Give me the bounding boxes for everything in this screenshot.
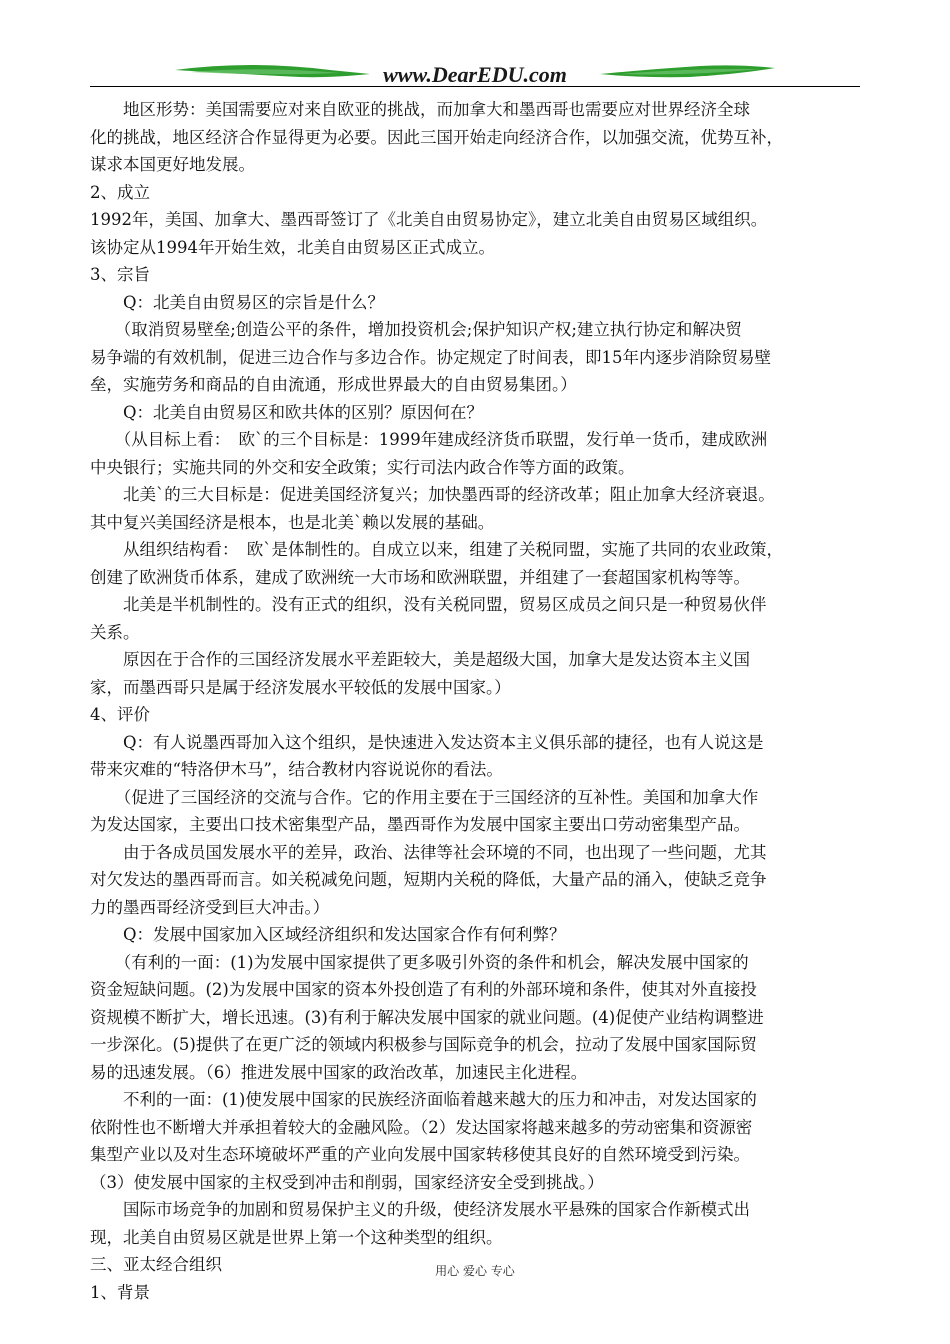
text-line: 原因在于合作的三国经济发展水平差距较大，美是超级大国，加拿大是发达资本主义国 [90,650,750,669]
text-line: 资金短缺问题。(2)为发展中国家的资本外投创造了有利的外部环境和条件，使其对外直接投 [90,980,757,999]
question-line: Q：北美自由贸易区和欧共体的区别？原因何在？ [90,402,484,422]
question-line: Q：发展中国家加入区域经济组织和发达国家合作有何利弊？ [90,925,566,944]
header-banner-logo [0,0,950,100]
text-line: 垒，实施劳务和商品的自由流通，形成世界最大的自由贸易集团。） [90,375,577,394]
section-heading: 3、宗旨 [90,265,150,284]
text-line: 北美`的三大目标是：促进美国经济复兴；加快墨西哥的经济改革；阻止加拿大经济衰退。 [90,485,775,504]
section-heading: 2、成立 [90,182,150,202]
header-divider [90,86,860,87]
text-line: 资规模不断扩大，增长迅速。(3)有利于解决发展中国家的就业问题。(4)促使产业结构调整进 [90,1007,764,1027]
question-line: Q：有人说墨西哥加入这个组织，是快速进入发达资本主义俱乐部的捷径，也有人说这是 [90,732,764,752]
text-line: 北美是半机制性的。没有正式的组织，没有关税同盟，贸易区成员之间只是一种贸易伙伴 [90,595,767,614]
text-line: 不利的一面：(1)使发展中国家的民族经济面临着越来越大的压力和冲击，对发达国家的 [90,1090,757,1109]
text-line: 化的挑战，地区经济合作显得更为必要。因此三国开始走向经济合作，以加强交流，优势互补， [90,127,783,147]
text-line: 关系。 [90,622,140,642]
page-header [0,0,950,100]
text-line: （3）使发展中国家的主权受到冲击和削弱，国家经济安全受到挑战。） [90,1172,604,1192]
document-body [90,96,860,1306]
text-line: 1992年，美国、加拿大、墨西哥签订了《北美自由贸易协定》，建立北美自由贸易区域组织。 [90,210,768,229]
text-line: 易争端的有效机制，促进三边合作与多边合作。协定规定了时间表，即15年内逐步消除贸易壁 [90,347,771,367]
text-line: 国际市场竞争的加剧和贸易保护主义的升级，使经济发展水平悬殊的国家合作新模式出 [90,1200,750,1219]
text-line: 由于各成员国发展水平的差异，政治、法律等社会环境的不同，也出现了一些问题，尤其 [90,842,767,862]
text-line: 一步深化。(5)提供了在更广泛的领域内积极参与国际竞争的机会，拉动了发展中国家国际贸 [90,1035,757,1054]
text-line: 创建了欧洲货币体系，建成了欧洲统一大市场和欧洲联盟，并组建了一套超国家机构等等。 [90,567,750,587]
text-line: （促进了三国经济的交流与合作。它的作用主要在于三国经济的互补性。美国和加拿大作 [90,787,759,807]
text-line: 地区形势：美国需要应对来自欧亚的挑战，而加拿大和墨西哥也需要应对世界经济全球 [90,100,750,119]
text-line: 谋求本国更好地发展。 [90,155,255,174]
text-line: 为发达国家，主要出口技术密集型产品，墨西哥作为发展中国家主要出口劳动密集型产品。 [90,815,750,834]
section-heading: 三、亚太经合组织 [90,1255,222,1274]
text-line: 对欠发达的墨西哥而言。如关税减免问题，短期内关税的降低，大量产品的涌入，使缺乏竞争 [90,870,767,889]
text-line: 依附性也不断增大并承担着较大的金融风险。（2）发达国家将越来越多的劳动密集和资源密 [90,1117,753,1137]
text-line: 家，而墨西哥只是属于经济发展水平较低的发展中国家。） [90,677,511,697]
text-line: 现，北美自由贸易区就是世界上第一个这种类型的组织。 [90,1227,503,1247]
section-heading: 1、背景 [90,1282,150,1302]
text-line: （取消贸易壁垒;创造公平的条件，增加投资机会;保护知识产权;建立执行协定和解决贸 [90,320,742,339]
text-line: 易的迅速发展。（6）推进发展中国家的政治改革，加速民主化进程。 [90,1062,588,1082]
text-line: 带来灾难的“特洛伊木马”，结合教材内容说说你的看法。 [90,760,503,779]
text-line: （有利的一面：(1)为发展中国家提供了更多吸引外资的条件和机会，解决发展中国家的 [90,952,749,972]
text-line: （从目标上看： 欧`的三个目标是：1999年建成经济货币联盟，发行单一货币，建成欧洲 [90,430,768,449]
text-line: 其中复兴美国经济是根本，也是北美`赖以发展的基础。 [90,512,495,532]
text-line: 从组织结构看： 欧`是体制性的。自成立以来，组建了关税同盟，实施了共同的农业政策， [90,540,783,559]
text-line: 集型产业以及对生态环境破坏严重的产业向发展中国家转移使其良好的自然环境受到污染。 [90,1145,750,1164]
text-line: 该协定从1994年开始生效，北美自由贸易区正式成立。 [90,237,495,257]
page-footer: 用心 爱心 专心 [435,1264,515,1278]
section-heading: 4、评价 [90,705,150,724]
question-line: Q：北美自由贸易区的宗旨是什么？ [90,292,385,312]
text-line: 中央银行；实施共同的外交和安全政策；实行司法内政合作等方面的政策。 [90,457,635,477]
site-url-text: www.DearEDU.com [383,62,567,87]
text-line: 力的墨西哥经济受到巨大冲击。） [90,897,330,917]
